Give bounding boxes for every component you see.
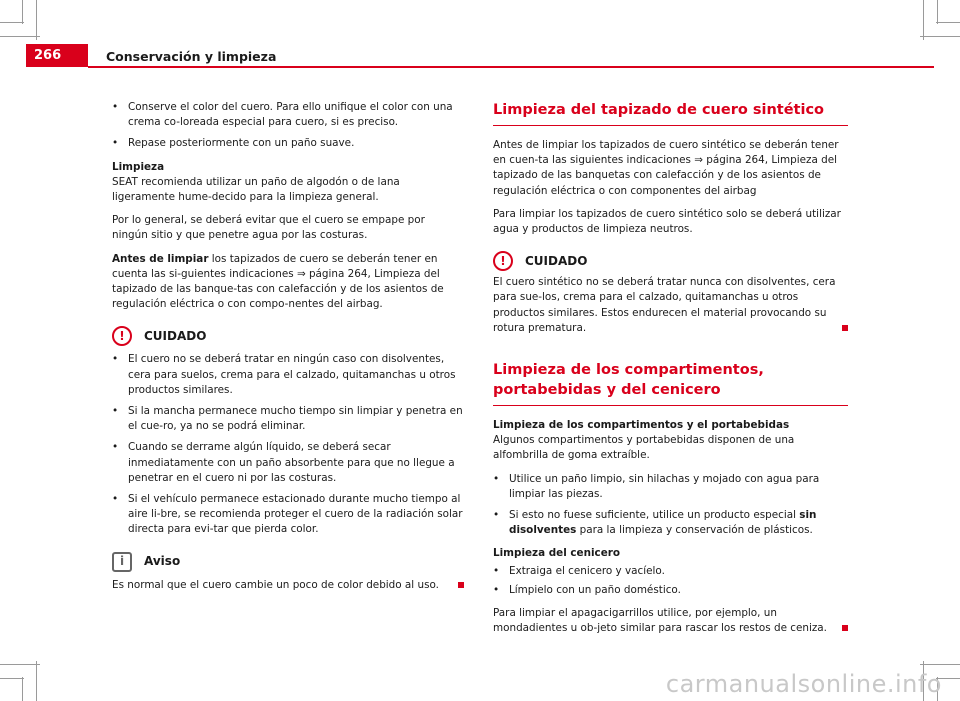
crop-mark xyxy=(0,664,40,665)
list-item: • Utilice un paño limpio, sin hilachas y mojado con agua para limpiar las piezas. xyxy=(493,472,848,502)
bullet-dot: • xyxy=(112,101,119,113)
paragraph-antes xyxy=(112,252,464,313)
left-column xyxy=(112,100,464,593)
crop-mark xyxy=(36,0,37,40)
crop-mark xyxy=(0,678,24,679)
cuidado-header xyxy=(493,251,848,271)
bullet-dot: • xyxy=(493,472,500,485)
list-item: • Si el vehículo permanece estacionado durante mucho tiempo al aire li-bre, se recomienda proteger el cuero de la radiación solar directa para evi-tar que pierda color. xyxy=(112,492,464,538)
paragraph: Por lo general, se deberá evitar que el cuero se empape por ningún sitio y que penetre agua por las costuras. xyxy=(112,214,425,242)
list-item: • El cuero no se deberá tratar en ningún caso con disolventes, cera para suelos, crema para el calzado, quitamanchas u otros productos similares. xyxy=(112,352,464,398)
bullet-dot: • xyxy=(112,405,119,418)
cuidado-header xyxy=(112,326,464,346)
right-column xyxy=(493,100,848,636)
bullet-dot: • xyxy=(493,564,500,577)
subheading-limpieza: Limpieza xyxy=(112,160,165,173)
cuidado-text: El cuero sintético no se deberá tratar nunca con disolventes, cera para sue-los, crema para el calzado, quitamanchas u otros productos similares. Estos endurecen el material provocando su rotura prematura. xyxy=(493,275,848,336)
crop-mark xyxy=(36,661,37,701)
bullet-dot: • xyxy=(112,493,119,506)
watermark: carmanualsonline.info xyxy=(665,670,942,698)
crop-mark xyxy=(923,0,924,40)
end-marker xyxy=(458,582,464,588)
list-item: • Cuando se derrame algún líquido, se deberá secar inmediatamente con un paño absorbente para que no llegue a penetrar en el cuero ni por las costuras. xyxy=(112,440,464,486)
list-item: • Si la mancha permanece mucho tiempo sin limpiar y penetra en el cue-ro, ya no se podrá eliminar. xyxy=(112,404,464,434)
crop-mark xyxy=(22,677,23,701)
list-item: • Límpielo con un paño doméstico. xyxy=(493,583,848,598)
paragraph: SEAT recomienda utilizar un paño de algodón o de lana ligeramente hume-decido para la limpieza general. xyxy=(112,175,400,204)
bullet-dot: • xyxy=(112,441,119,454)
paragraph: Antes de limpiar los tapizados de cuero sintético se deberán tener en cuen-ta las siguientes indicaciones ⇒ página 264, Limpieza del tapizado de las banquetas con calefacción y de los asientos de regulación eléctrica o con componentes del airbag xyxy=(493,139,839,197)
running-header-title: Conservación y limpieza xyxy=(106,49,277,64)
paragraph: Para limpiar el apagacigarrillos utilice, por ejemplo, un mondadientes u ob-jeto similar para rascar los restos de ceniza. xyxy=(493,606,848,636)
crop-mark xyxy=(936,22,960,23)
list-item: • Conserve el color del cuero. Para ello unifique el color con una crema co-loreada especial para cuero, si es preciso. xyxy=(112,100,464,130)
antes-text: los tapizados de cuero se deberán tener en cuenta las si-guientes indicaciones ⇒ página 264, Limpieza del tapizado de las banque-tas con calefacción y de los asientos de regulación eléctrica o con compo-nentes del airbag. xyxy=(112,252,444,311)
cuidado-label: CUIDADO xyxy=(144,328,207,343)
header-rule xyxy=(88,66,934,68)
crop-mark xyxy=(0,22,24,23)
subheading: Limpieza de los compartimentos y el portabebidas xyxy=(493,419,790,432)
exclamation-icon: ! xyxy=(112,326,132,346)
exclamation-icon: ! xyxy=(493,251,513,271)
end-marker xyxy=(842,625,848,631)
paragraph: Algunos compartimentos y portabebidas disponen de una alfombrilla de goma extraíble. xyxy=(493,434,795,462)
crop-mark xyxy=(920,36,960,37)
info-icon: i xyxy=(112,552,132,572)
section-title-compartimentos: Limpieza de los compartimentos, portabebidas y del cenicero xyxy=(493,360,848,406)
cuidado-label: CUIDADO xyxy=(525,253,588,268)
crop-mark xyxy=(0,36,40,37)
bullet-dot: • xyxy=(112,353,119,366)
list-item: • Extraiga el cenicero y vacíelo. xyxy=(493,564,848,579)
end-marker xyxy=(842,325,848,331)
crop-mark xyxy=(22,0,23,24)
list-item: • Repase posteriormente con un paño suave. xyxy=(112,136,464,151)
antes-label: Antes de limpiar xyxy=(112,252,209,265)
paragraph: Para limpiar los tapizados de cuero sintético solo se deberá utilizar agua y productos de limpieza neutros. xyxy=(493,207,841,236)
section-title-cuero-sintetico: Limpieza del tapizado de cuero sintético xyxy=(493,100,848,126)
list-item: • Si esto no fuese suficiente, utilice un producto especial sin disolventes para la limpieza y conservación de plásticos. xyxy=(493,508,848,538)
crop-mark xyxy=(937,0,938,24)
bullet-dot: • xyxy=(112,137,119,150)
bullet-dot: • xyxy=(493,509,500,522)
aviso-text: Es normal que el cuero cambie un poco de color debido al uso. xyxy=(112,578,464,593)
aviso-header xyxy=(112,552,464,572)
bullet-dot: • xyxy=(493,583,500,596)
page-number: 266 xyxy=(26,44,88,67)
crop-mark xyxy=(920,664,960,665)
subheading: Limpieza del cenicero xyxy=(493,547,621,560)
aviso-label: Aviso xyxy=(144,554,181,569)
